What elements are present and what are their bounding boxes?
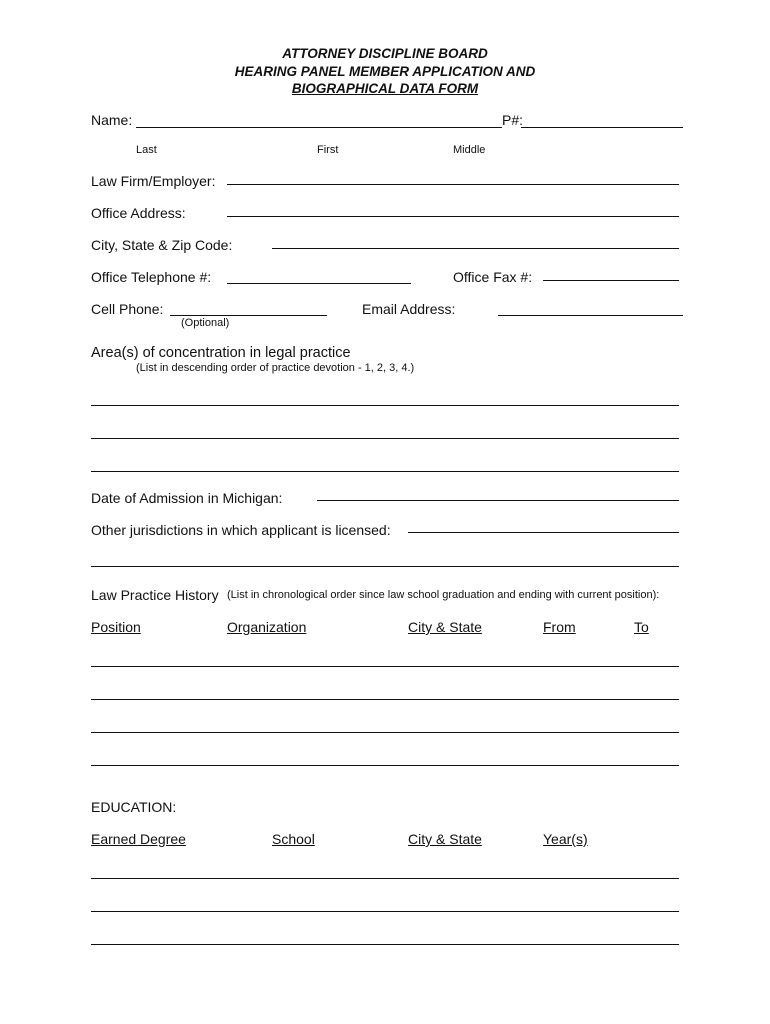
practice-line-3[interactable] bbox=[91, 732, 679, 733]
form-title-line-3-text: BIOGRAPHICAL DATA FORM bbox=[291, 81, 479, 96]
name-field[interactable] bbox=[136, 127, 502, 128]
other-jurisdictions-line-2[interactable] bbox=[91, 566, 679, 567]
concentration-line-1[interactable] bbox=[91, 405, 679, 406]
email-label: Email Address: bbox=[362, 301, 456, 317]
other-jurisdictions-field[interactable] bbox=[408, 532, 679, 533]
p-number-label: P#: bbox=[502, 112, 524, 128]
education-label: EDUCATION: bbox=[91, 799, 177, 815]
practice-line-4[interactable] bbox=[91, 765, 679, 766]
office-telephone-field[interactable] bbox=[227, 283, 411, 284]
concentration-line-3[interactable] bbox=[91, 471, 679, 472]
concentration-note: (List in descending order of practice devotion - 1, 2, 3, 4.) bbox=[136, 362, 415, 374]
practice-col-from: From bbox=[543, 619, 576, 635]
office-fax-label: Office Fax #: bbox=[453, 269, 533, 285]
office-fax-field[interactable] bbox=[543, 280, 679, 281]
education-col-degree: Earned Degree bbox=[91, 831, 186, 847]
other-jurisdictions-label: Other jurisdictions in which applicant is licensed: bbox=[91, 522, 391, 538]
education-col-city-state: City & State bbox=[408, 831, 482, 847]
p-number-field[interactable] bbox=[521, 127, 683, 128]
practice-history-label: Law Practice History bbox=[91, 587, 219, 603]
optional-caption: (Optional) bbox=[181, 317, 230, 329]
last-name-caption: Last bbox=[136, 144, 157, 156]
law-firm-label: Law Firm/Employer: bbox=[91, 173, 216, 189]
form-title-line-1: ATTORNEY DISCIPLINE BOARD bbox=[282, 46, 488, 61]
city-state-zip-label: City, State & Zip Code: bbox=[91, 237, 233, 253]
first-name-caption: First bbox=[317, 144, 339, 156]
admission-date-label: Date of Admission in Michigan: bbox=[91, 490, 283, 506]
office-address-label: Office Address: bbox=[91, 205, 186, 221]
cell-phone-label: Cell Phone: bbox=[91, 301, 164, 317]
education-line-2[interactable] bbox=[91, 911, 679, 912]
office-telephone-label: Office Telephone #: bbox=[91, 269, 212, 285]
education-col-school: School bbox=[272, 831, 315, 847]
law-firm-field[interactable] bbox=[227, 184, 679, 185]
admission-date-field[interactable] bbox=[317, 500, 679, 501]
concentration-label: Area(s) of concentration in legal practice bbox=[91, 345, 351, 361]
middle-name-caption: Middle bbox=[453, 144, 486, 156]
education-line-1[interactable] bbox=[91, 878, 679, 879]
education-line-3[interactable] bbox=[91, 944, 679, 945]
office-address-field[interactable] bbox=[227, 216, 679, 217]
practice-col-city-state: City & State bbox=[408, 619, 482, 635]
cell-phone-field[interactable] bbox=[170, 315, 327, 316]
concentration-line-2[interactable] bbox=[91, 438, 679, 439]
city-state-zip-field[interactable] bbox=[272, 248, 679, 249]
practice-col-to: To bbox=[634, 619, 649, 635]
form-title-line-3 bbox=[0, 81, 770, 96]
email-field[interactable] bbox=[498, 315, 683, 316]
practice-history-note: (List in chronological order since law school graduation and ending with current position): bbox=[227, 589, 660, 601]
practice-col-organization: Organization bbox=[227, 619, 307, 635]
practice-line-2[interactable] bbox=[91, 699, 679, 700]
form-title-line-2: HEARING PANEL MEMBER APPLICATION AND bbox=[234, 64, 536, 79]
name-label: Name: bbox=[91, 112, 133, 128]
education-col-years: Year(s) bbox=[543, 831, 588, 847]
practice-line-1[interactable] bbox=[91, 666, 679, 667]
practice-col-position: Position bbox=[91, 619, 141, 635]
